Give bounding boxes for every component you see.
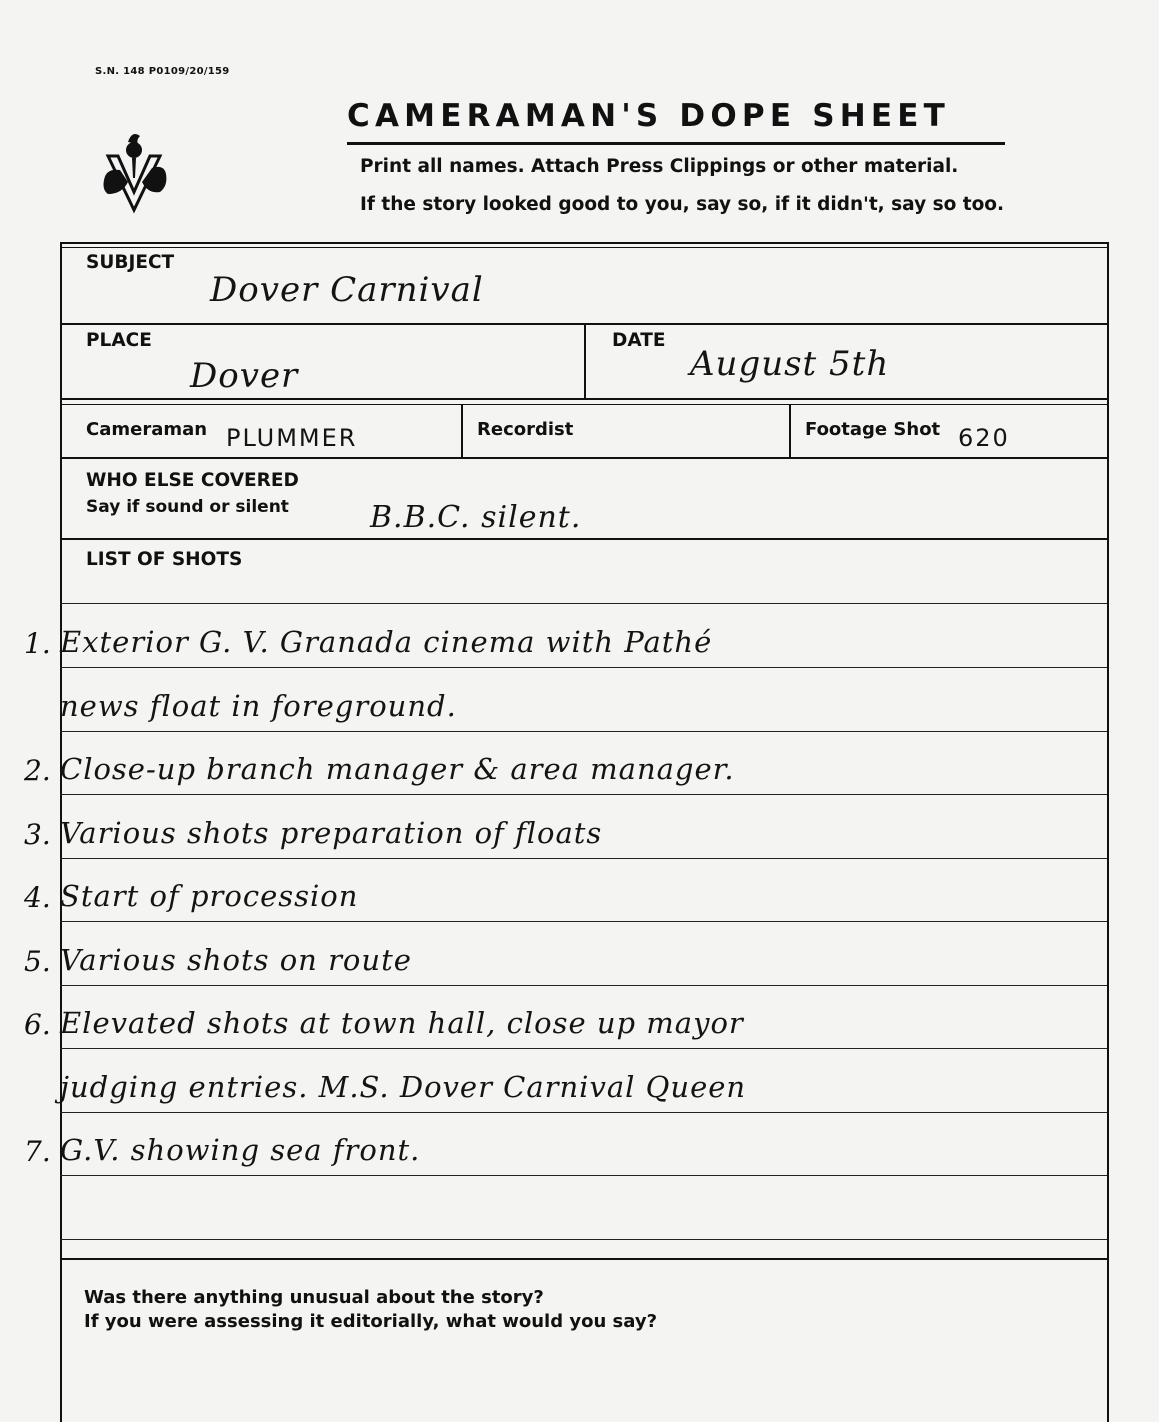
- sheet-title: CAMERAMAN'S DOPE SHEET: [347, 98, 950, 134]
- who-else-sublabel: Say if sound or silent: [86, 497, 289, 517]
- shot-rule: [60, 1112, 1107, 1113]
- shot-rule: [60, 667, 1107, 668]
- reference-number: S.N. 148 P0109/20/159: [95, 66, 230, 77]
- place-date-divider: [584, 324, 586, 398]
- shot-rule: [60, 985, 1107, 986]
- shots-bottom-divider: [60, 1258, 1109, 1260]
- place-divider-inner: [60, 404, 1109, 405]
- shot-description: news float in foreground.: [60, 689, 457, 723]
- instruction-line-1: Print all names. Attach Press Clippings or other material.: [360, 156, 959, 177]
- shot-rule: [60, 1239, 1107, 1240]
- form-top-border-inner: [60, 247, 1109, 248]
- shot-rule: [60, 1175, 1107, 1176]
- crew-divider: [60, 457, 1109, 459]
- shot-description: judging entries. M.S. Dover Carnival Queen: [60, 1070, 747, 1104]
- place-value: Dover: [190, 356, 299, 396]
- shot-description: Various shots preparation of floats: [60, 816, 603, 850]
- recordist-label: Recordist: [477, 419, 574, 440]
- shot-rule: [60, 794, 1107, 795]
- footage-label: Footage Shot: [805, 419, 941, 440]
- shot-description: Elevated shots at town hall, close up mayor: [60, 1006, 744, 1040]
- shot-number: 5.: [24, 945, 51, 978]
- pathe-rooster-logo-icon: [98, 128, 172, 218]
- shot-rule: [60, 921, 1107, 922]
- recordist-footage-divider: [789, 405, 791, 457]
- instruction-line-2: If the story looked good to you, say so, if it didn't, say so too.: [360, 194, 1005, 215]
- shots-header-rule: [60, 603, 1107, 604]
- who-else-label: WHO ELSE COVERED: [86, 470, 299, 491]
- form-right-border: [1107, 242, 1109, 1422]
- subject-value: Dover Carnival: [210, 270, 484, 310]
- form-top-border: [60, 242, 1109, 244]
- cameraman-label: Cameraman: [86, 419, 208, 440]
- cameraman-recordist-divider: [461, 405, 463, 457]
- cameraman-value: PLUMMER: [226, 424, 358, 452]
- shot-description: Various shots on route: [60, 943, 412, 977]
- place-divider: [60, 398, 1109, 400]
- shot-rule: [60, 1048, 1107, 1049]
- shot-rule: [60, 858, 1107, 859]
- question-unusual: Was there anything unusual about the story?: [84, 1287, 544, 1308]
- shot-description: Close-up branch manager & area manager.: [60, 752, 735, 786]
- question-editorial: If you were assessing it editorially, what would you say?: [84, 1311, 658, 1332]
- shot-number: 1.: [24, 627, 51, 660]
- shot-number: 6.: [24, 1008, 51, 1041]
- who-else-divider: [60, 538, 1109, 540]
- shot-number: 4.: [24, 881, 51, 914]
- date-label: DATE: [612, 330, 666, 351]
- shot-rule: [60, 731, 1107, 732]
- title-underline: [347, 142, 1005, 145]
- shot-number: 7.: [24, 1135, 51, 1168]
- shot-number: 3.: [24, 818, 51, 851]
- date-value: August 5th: [690, 344, 890, 384]
- footage-value: 620: [958, 424, 1010, 452]
- subject-label: SUBJECT: [86, 252, 175, 273]
- shot-description: Exterior G. V. Granada cinema with Pathé: [60, 625, 713, 659]
- who-else-value: B.B.C. silent.: [370, 500, 582, 535]
- shot-description: G.V. showing sea front.: [60, 1133, 421, 1167]
- shot-number: 2.: [24, 754, 51, 787]
- place-label: PLACE: [86, 330, 152, 351]
- shot-description: Start of procession: [60, 879, 359, 913]
- list-of-shots-label: LIST OF SHOTS: [86, 549, 243, 570]
